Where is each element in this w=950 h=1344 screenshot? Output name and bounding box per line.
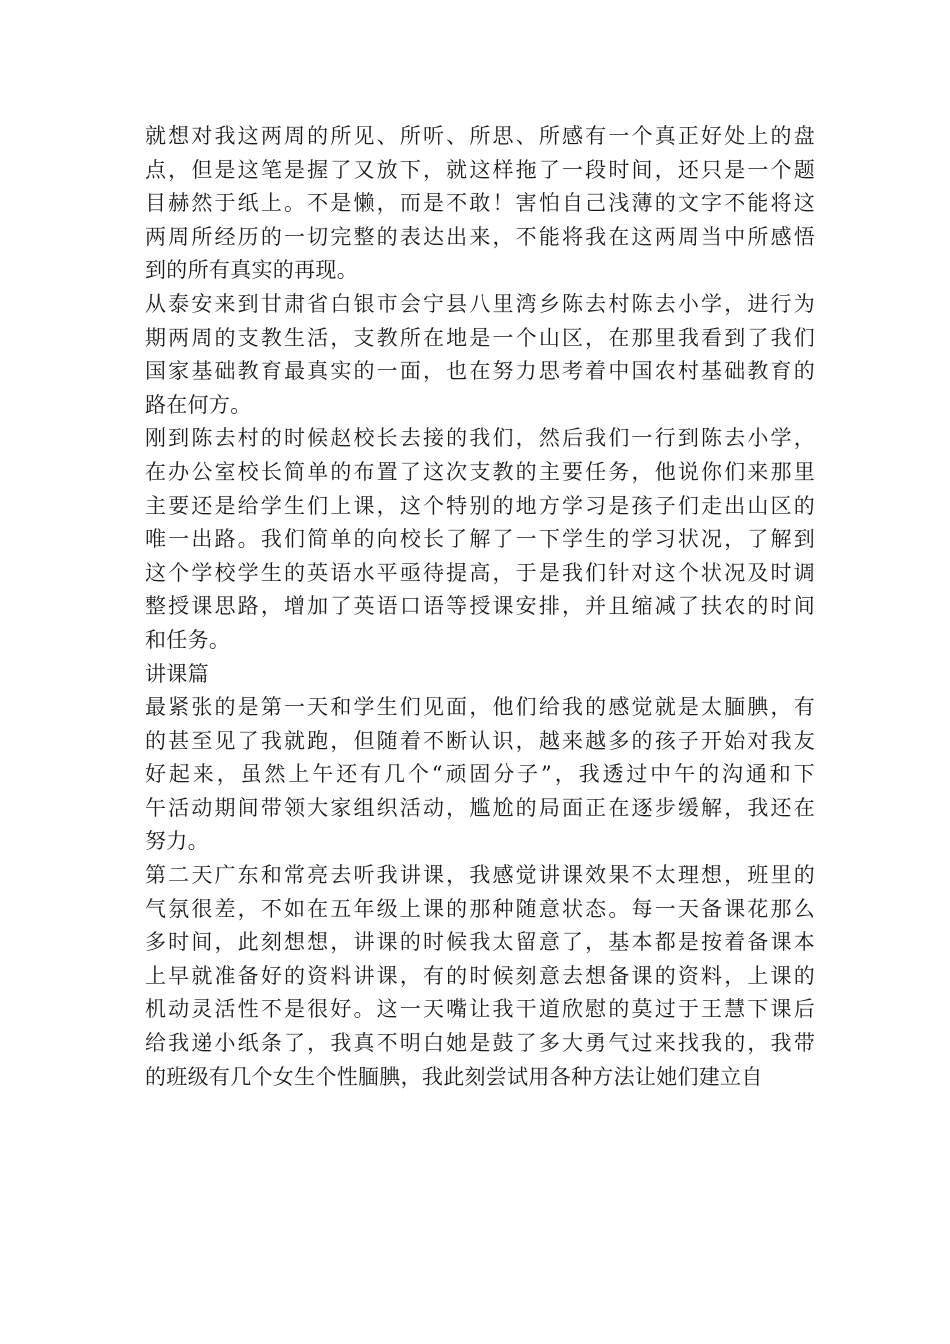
text-line: 唯一出路。我们简单的向校长了解了一下学生的学习状况，了解到: [145, 527, 815, 552]
text-line: 讲课篇: [145, 661, 209, 686]
paragraph: [145, 422, 815, 657]
document-body: [145, 120, 815, 1094]
paragraph: [145, 691, 815, 859]
text-line: 路在何方。: [145, 392, 252, 417]
text-line: 主要还是给学生们上课，这个特别的地方学习是孩子们走出山区的: [145, 493, 815, 518]
text-line: 国家基础教育最真实的一面，也在努力思考着中国农村基础教育的: [145, 359, 815, 384]
text-line: 这个学校学生的英语水平亟待提高，于是我们针对这个状况及时调: [145, 560, 815, 585]
text-line: 气氛很差，不如在五年级上课的那种随意状态。每一天备课花那么: [145, 896, 815, 921]
text-line: 午活动期间带领大家组织活动，尴尬的局面正在逐步缓解，我还在: [145, 795, 815, 820]
text-line: 点，但是这笔是握了又放下，就这样拖了一段时间，还只是一个题: [145, 157, 815, 182]
text-line: 好起来，虽然上午还有几个“顽固分子”，我透过中午的沟通和下: [145, 762, 815, 787]
text-line: 的甚至见了我就跑，但随着不断认识，越来越多的孩子开始对我友: [145, 728, 815, 753]
text-line: 的班级有几个女生个性腼腆，我此刻尝试用各种方法让她们建立自: [145, 1064, 763, 1089]
text-line: 整授课思路，增加了英语口语等授课安排，并且缩减了扶农的时间: [145, 594, 815, 619]
text-line: 给我递小纸条了，我真不明白她是鼓了多大勇气过来找我的，我带: [145, 1031, 815, 1056]
text-line: 在办公室校长简单的布置了这次支教的主要任务，他说你们来那里: [145, 459, 815, 484]
text-line: 目赫然于纸上。不是懒，而是不敢！害怕自己浅薄的文字不能将这: [145, 191, 815, 216]
text-line: 就想对我这两周的所见、所听、所思、所感有一个真正好处上的盘: [145, 124, 815, 148]
text-line: 上早就准备好的资料讲课，有的时候刻意去想备课的资料，上课的: [145, 963, 815, 988]
text-line: 期两周的支教生活，支教所在地是一个山区，在那里我看到了我们: [145, 325, 815, 350]
text-line: 从泰安来到甘肃省白银市会宁县八里湾乡陈去村陈去小学，进行为: [145, 291, 815, 316]
text-line: 两周所经历的一切完整的表达出来，不能将我在这两周当中所感悟: [145, 224, 815, 249]
paragraph: [145, 658, 815, 692]
text-line: 和任务。: [145, 627, 231, 652]
paragraph: [145, 859, 815, 1094]
text-line: 努力。: [145, 829, 209, 854]
paragraph: [145, 120, 815, 288]
text-line: 最紧张的是第一天和学生们见面，他们给我的感觉就是太腼腆，有: [145, 695, 815, 720]
text-line: 到的所有真实的再现。: [145, 258, 358, 283]
text-line: 多时间，此刻想想，讲课的时候我太留意了，基本都是按着备课本: [145, 930, 815, 955]
text-line: 第二天广东和常亮去听我讲课，我感觉讲课效果不太理想，班里的: [145, 863, 815, 888]
text-line: 刚到陈去村的时候赵校长去接的我们，然后我们一行到陈去小学，: [145, 426, 815, 451]
text-line: 机动灵活性不是很好。这一天嘴让我干道欣慰的莫过于王慧下课后: [145, 997, 815, 1022]
paragraph: [145, 288, 815, 422]
